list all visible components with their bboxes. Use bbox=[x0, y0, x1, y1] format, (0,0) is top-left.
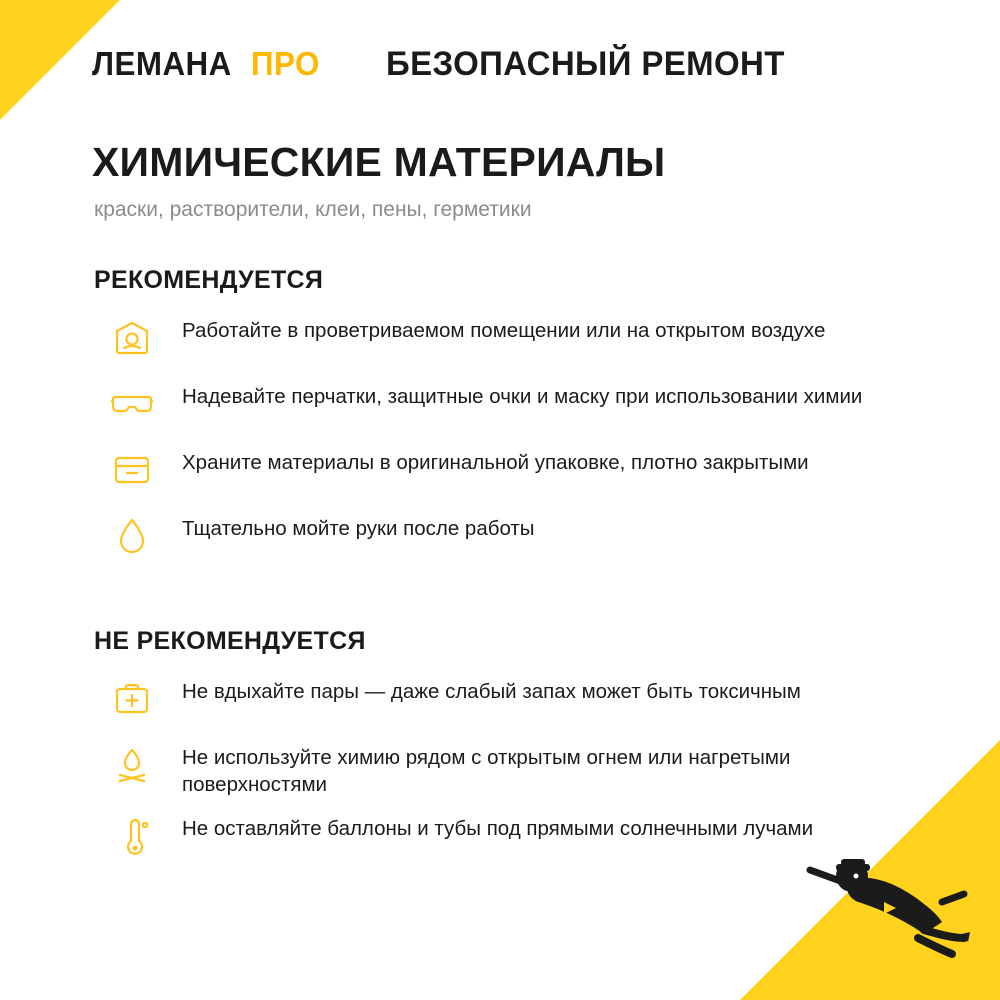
thermometer-icon bbox=[100, 807, 164, 865]
list-item bbox=[92, 309, 922, 367]
section-not-recommended bbox=[92, 627, 922, 865]
header-title: БЕЗОПАСНЫЙ РЕМОНТ bbox=[385, 44, 785, 83]
page-title: ХИМИЧЕСКИЕ МАТЕРИАЛЫ bbox=[92, 139, 666, 185]
brand-logo-main: ЛЕМАНА bbox=[92, 45, 232, 82]
list-item bbox=[92, 736, 922, 799]
list-item bbox=[92, 507, 922, 565]
flying-worker-mascot bbox=[792, 842, 972, 962]
poster-header bbox=[0, 32, 1000, 96]
section-title-not-recommended: НЕ РЕКОМЕНДУЕТСЯ bbox=[94, 627, 366, 656]
first-aid-kit-icon bbox=[100, 670, 164, 728]
section-title-recommended: РЕКОМЕНДУЕТСЯ bbox=[94, 266, 324, 295]
list-item-text: Храните материалы в оригинальной упаковке, плотно закрытыми bbox=[182, 451, 809, 475]
water-drop-icon bbox=[100, 507, 164, 565]
open-flame-icon bbox=[100, 736, 164, 794]
list-item bbox=[92, 441, 922, 499]
storage-box-icon bbox=[100, 441, 164, 499]
list-item bbox=[92, 375, 922, 433]
section-recommended bbox=[92, 266, 922, 565]
list-item-text: Тщательно мойте руки после работы bbox=[182, 517, 535, 541]
brand-logo bbox=[92, 45, 324, 83]
list-item-text: Не используйте химию рядом с открытым огнем или нагретыми поверхностями bbox=[182, 746, 791, 797]
list-item-text: Работайте в проветриваемом помещении или на открытом воздухе bbox=[182, 319, 826, 343]
brand-logo-pro: ПРО bbox=[251, 45, 321, 82]
list-item-text: Не оставляйте баллоны и тубы под прямыми солнечными лучами bbox=[182, 816, 814, 840]
respirator-mask-icon bbox=[100, 309, 164, 367]
list-item-text: Не вдыхайте пары — даже слабый запах может быть токсичным bbox=[182, 680, 801, 704]
page-subtitle: краски, растворители, клеи, пены, герметики bbox=[94, 198, 532, 222]
poster-content bbox=[92, 140, 922, 865]
list-item-text: Надевайте перчатки, защитные очки и маску при использовании химии bbox=[182, 385, 863, 409]
safety-goggles-icon bbox=[100, 375, 164, 433]
list-item bbox=[92, 670, 922, 728]
